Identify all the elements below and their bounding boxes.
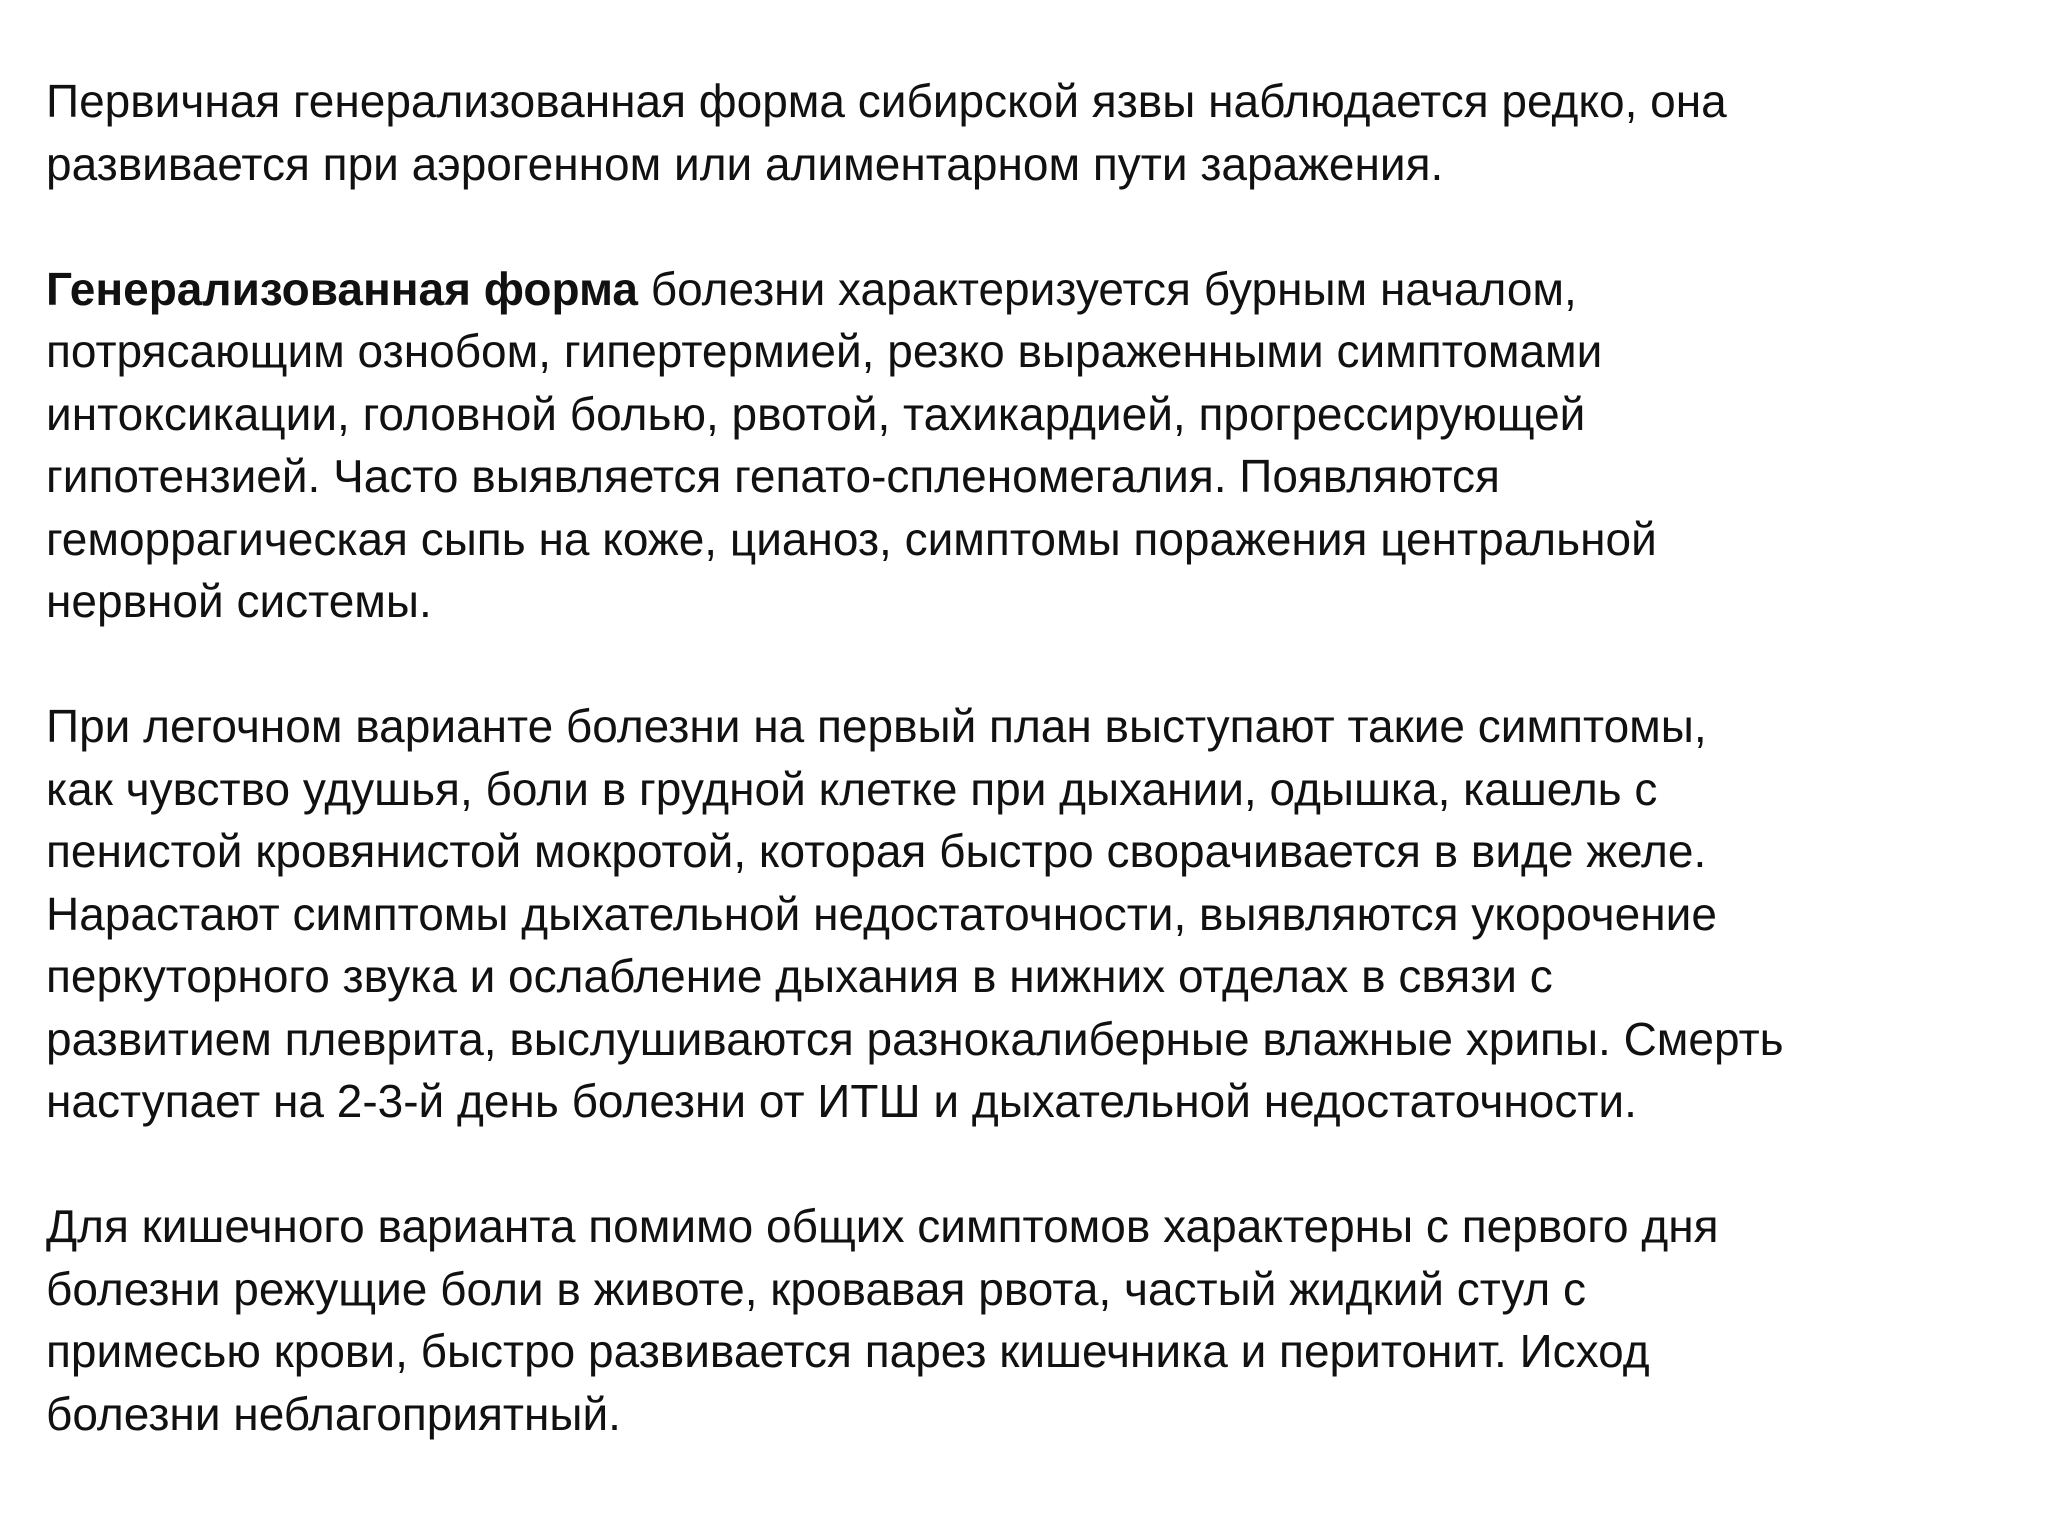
text-line: болезни режущие боли в животе, кровавая рвота, частый жидкий стул с xyxy=(46,1262,1586,1315)
paragraph-generalized-form xyxy=(46,258,2018,633)
text-line-lead xyxy=(46,258,2018,321)
paragraph-primary-form xyxy=(46,70,2018,195)
text-line: Первичная генерализованная форма сибирской язвы наблюдается редко, она xyxy=(46,75,1727,127)
paragraph-pulmonary-variant xyxy=(46,695,2018,1133)
text-line: Для кишечного варианта помимо общих симптомов характерны с первого дня xyxy=(46,1200,1719,1252)
lead-text: болезни характеризуется бурным началом, xyxy=(637,262,1577,315)
text-line: гипотензией. Часто выявляется гепато-спленомегалия. Появляются xyxy=(46,450,1500,502)
text-line: потрясающим ознобом, гипертермией, резко выраженными симптомами xyxy=(46,325,1603,377)
text-line: пенистой кровянистой мокротой, которая быстро сворачивается в виде желе. xyxy=(46,825,1707,877)
text-line: интоксикации, головной болью, рвотой, тахикардией, прогрессирующей xyxy=(46,387,1586,440)
slide-content xyxy=(46,70,2018,1508)
text-line: развивается при аэрогенном или алиментарном пути заражения. xyxy=(46,137,1444,190)
text-line: нервной системы. xyxy=(46,575,432,627)
text-line: наступает на 2-3-й день болезни от ИТШ и дыхательной недостаточности. xyxy=(46,1075,1637,1127)
text-line: При легочном варианте болезни на первый план выступают такие симптомы, xyxy=(46,700,1707,752)
text-line: примесью крови, быстро развивается парез кишечника и перитонит. Исход xyxy=(46,1325,1650,1377)
bold-term: Генерализованная форма xyxy=(46,262,638,315)
text-line: развитием плеврита, выслушиваются разнокалиберные влажные хрипы. Смерть xyxy=(46,1012,1784,1065)
text-line: перкуторного звука и ослабление дыхания в нижних отделах в связи с xyxy=(46,950,1553,1002)
text-line: Нарастают симптомы дыхательной недостаточности, выявляются укорочение xyxy=(46,887,1717,940)
paragraph-intestinal-variant xyxy=(46,1195,2018,1445)
text-line: как чувство удушья, боли в грудной клетке при дыхании, одышка, кашель с xyxy=(46,762,1658,815)
text-line: болезни неблагоприятный. xyxy=(46,1387,621,1440)
text-line: геморрагическая сыпь на коже, цианоз, симптомы поражения центральной xyxy=(46,512,1657,565)
